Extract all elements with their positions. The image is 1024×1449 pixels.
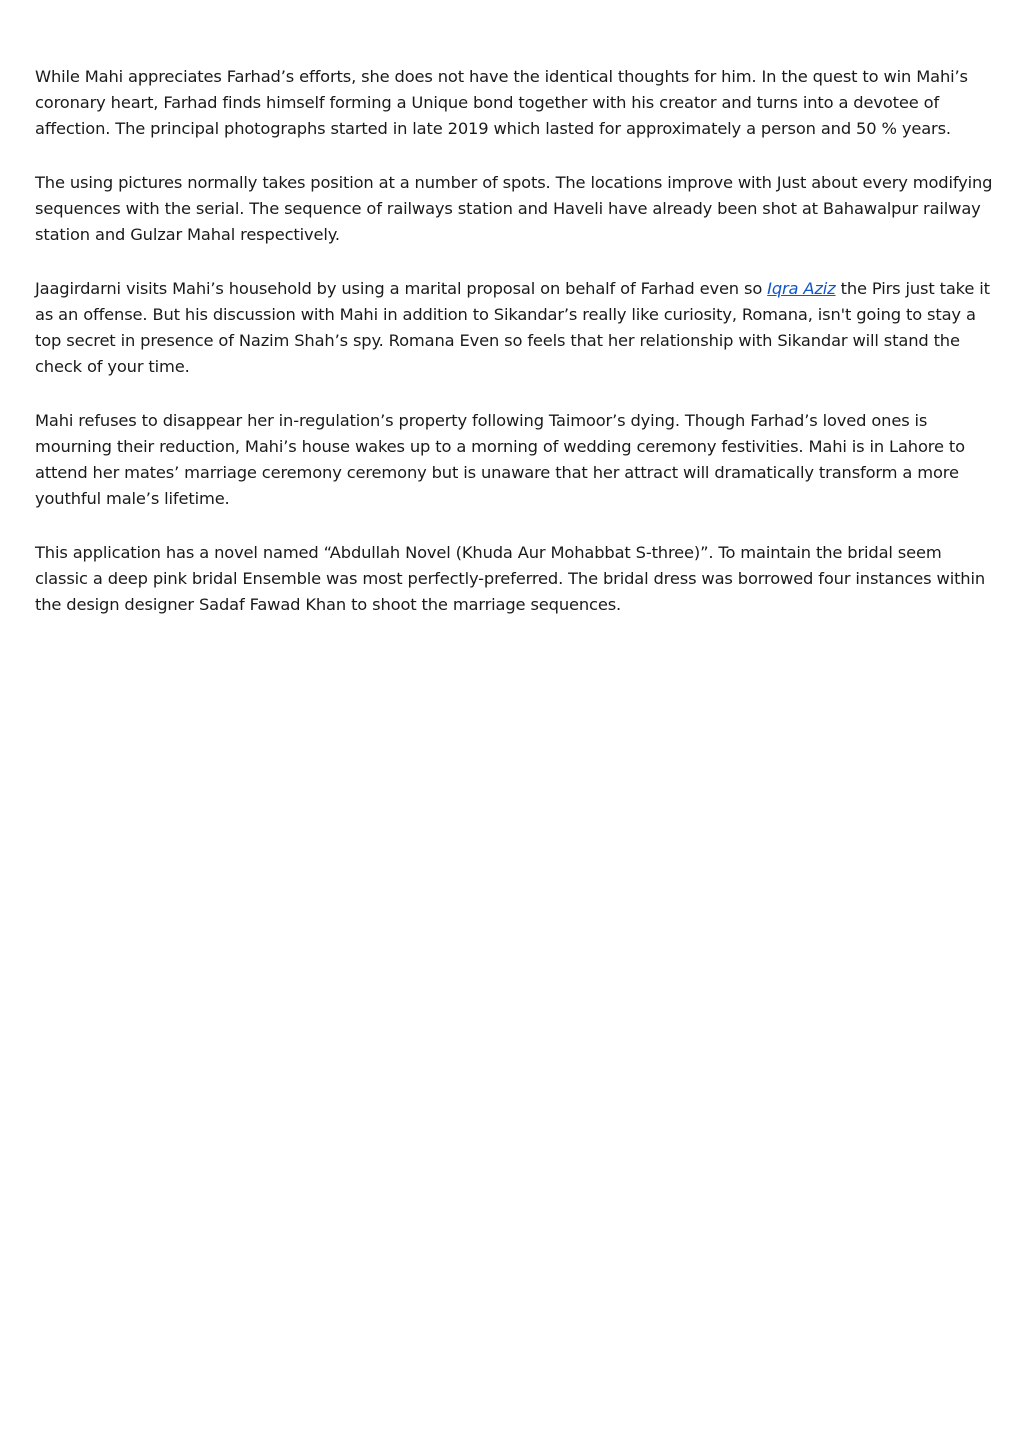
paragraph-3 — [35, 276, 995, 380]
paragraph-4: Mahi refuses to disappear her in-regulation’s property following Taimoor’s dying. Though Farhad’s loved ones is mourning their reduction, Mahi’s house wakes up to a morning of wedding ceremony festivities. Mahi is in Lahore to attend her mates’ marriage ceremony ceremony but is unaware that her attract will dramatically transform a more youthful male’s lifetime. — [35, 411, 965, 508]
iqra-aziz-link[interactable]: Iqra Aziz — [767, 279, 836, 298]
paragraph-2: The using pictures normally takes position at a number of spots. The locations improve with Just about every modifying sequences with the serial. The sequence of railways station and Haveli have already been shot at Bahawalpur railway station and Gulzar Mahal respectively. — [35, 173, 993, 244]
paragraph-3-before-link: Jaagirdarni visits Mahi’s household by using a marital proposal on behalf of Farhad even so — [35, 279, 768, 298]
paragraph-1: While Mahi appreciates Farhad’s efforts, she does not have the identical thoughts for him. In the quest to win Mahi’s coronary heart, Farhad finds himself forming a Unique bond together with his creator and turns into a devotee of affection. The principal photographs started in late 2019 which lasted for approximately a person and 50 % years. — [35, 67, 968, 138]
document-body — [35, 64, 995, 646]
paragraph-5: This application has a novel named “Abdullah Novel (Khuda Aur Mohabbat S-three)”. To maintain the bridal seem classic a deep pink bridal Ensemble was most perfectly-preferred. The bridal dress was borrowed four instances within the design designer Sadaf Fawad Khan to shoot the marriage sequences. — [35, 543, 986, 614]
paragraph-3-after-link: the Pirs just take it as an offense. But his discussion with Mahi in addition to Sikandar’s really like curiosity, Romana, isn't going to stay a top secret in presence of Nazim Shah’s spy. Romana Even so feels that her relationship with Sikandar will stand the check of your time. — [35, 279, 990, 376]
